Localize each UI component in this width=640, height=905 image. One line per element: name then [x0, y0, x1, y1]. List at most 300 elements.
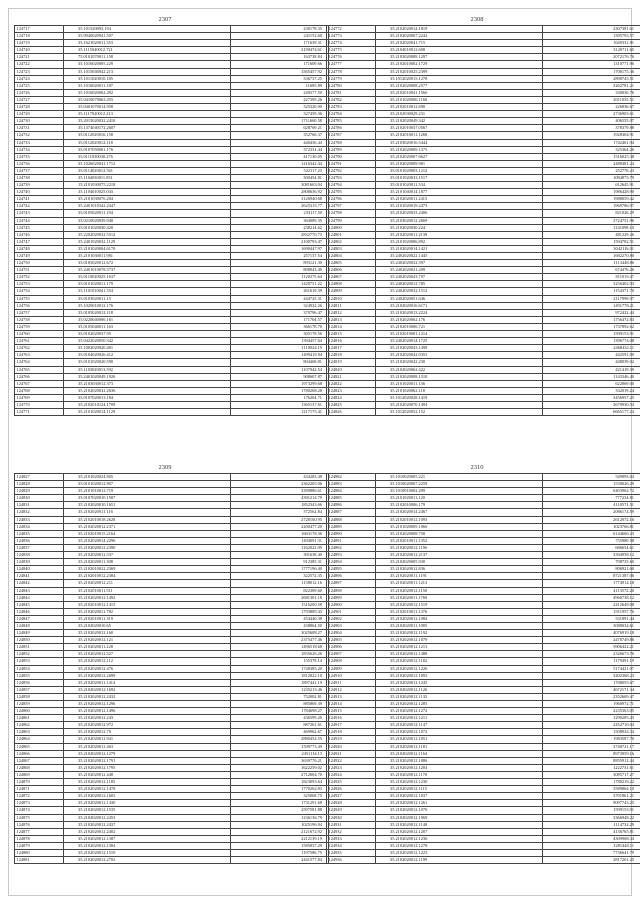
row-id-cell: 124900: [327, 601, 376, 608]
amount-cell: 1143346.40: [542, 373, 640, 380]
amount-cell: 1162022.09: [230, 544, 329, 551]
code-cell: 35.2102020012.2702: [64, 857, 231, 864]
code-cell: 35.2102020011.228: [64, 644, 231, 651]
table-row: [15, 174, 329, 181]
code-cell: 35.1015040042.213: [64, 68, 231, 75]
code-cell: 35.2102020012.1430: [64, 800, 231, 807]
code-cell: 35.2102020012.1692: [64, 686, 231, 693]
table-row: [327, 182, 640, 189]
row-id-cell: 124802: [327, 238, 376, 245]
amount-cell: 2817201.25: [542, 857, 640, 864]
code-cell: 35.2102020012.1196: [376, 544, 543, 551]
row-id-cell: 124719: [15, 40, 64, 47]
code-cell: 35.2101010012.719: [64, 488, 231, 495]
amount-cell: 798735.60: [542, 559, 640, 566]
code-cell: 35.2101020014.1129: [64, 409, 231, 416]
table-row: [327, 601, 640, 608]
table-row: [327, 693, 640, 700]
code-cell: 35.2102020012.1150: [376, 587, 543, 594]
amount-cell: 1835626.26: [230, 651, 329, 658]
code-cell: 35.2101020062.118: [376, 387, 543, 394]
amount-cell: 325364.26: [542, 146, 640, 153]
code-cell: 35.2102020011.1213: [376, 580, 543, 587]
code-cell: 35.2102020009.1375: [376, 146, 543, 153]
row-id-cell: 124873: [15, 800, 64, 807]
amount-cell: 1394457.64: [230, 338, 329, 345]
row-id-cell: 124786: [327, 125, 376, 132]
table-row: [327, 75, 640, 82]
table-row: [327, 345, 640, 352]
row-id-cell: 124821: [327, 373, 376, 380]
table-row: [327, 651, 640, 658]
row-id-cell: 124854: [15, 665, 64, 672]
table-row: [15, 68, 329, 75]
row-id-cell: 124912: [327, 686, 376, 693]
row-id-cell: 124865: [15, 743, 64, 750]
row-id-cell: 124894: [327, 559, 376, 566]
amount-cell: 2452710.04: [542, 722, 640, 729]
row-id-cell: 124930: [327, 814, 376, 821]
table-row: [327, 842, 640, 849]
amount-cell: 912385.31: [230, 559, 329, 566]
table-row: [327, 708, 640, 715]
table-row: [15, 566, 329, 573]
row-id-cell: 124784: [327, 111, 376, 118]
row-id-cell: 124791: [327, 160, 376, 167]
code-cell: 35.2102020012.2453: [64, 814, 231, 821]
amount-cell: 3402368.23: [542, 672, 640, 679]
table-row: [15, 509, 329, 516]
row-id-cell: 124925: [327, 779, 376, 786]
table-row: [15, 488, 329, 495]
row-id-cell: 124871: [15, 786, 64, 793]
amount-cell: 372331.44: [230, 146, 329, 153]
quadrant-top-right: [326, 15, 634, 416]
amount-cell: 1774914.18: [542, 580, 640, 587]
amount-cell: 2352669.47: [542, 693, 640, 700]
code-cell: 35.2102020012.1245: [376, 679, 543, 686]
code-cell: 35.2102020012.1230: [376, 779, 543, 786]
row-id-cell: 124837: [15, 544, 64, 551]
amount-cell: 2375477.46: [230, 637, 329, 644]
row-id-cell: 124924: [327, 771, 376, 778]
table-row: [327, 274, 640, 281]
table-row: [327, 401, 640, 408]
amount-cell: 1365137.61: [230, 401, 329, 408]
code-cell: 35.2102010037.0567: [376, 125, 543, 132]
code-cell: 35.2101020004.6170: [64, 245, 231, 252]
amount-cell: 1154371.70: [542, 288, 640, 295]
table-row: [327, 366, 640, 373]
amount-cell: 1290285.43: [542, 715, 640, 722]
row-id-cell: 124857: [15, 686, 64, 693]
table-row: [327, 502, 640, 509]
code-cell: 35.2103020016.5444: [376, 139, 543, 146]
amount-cell: 438864.50: [230, 622, 329, 629]
row-id-cell: 124923: [327, 764, 376, 771]
table-row: [327, 316, 640, 323]
table-row: [327, 359, 640, 366]
row-id-cell: 124824: [327, 394, 376, 401]
row-id-cell: 124909: [327, 665, 376, 672]
table-row: [15, 89, 329, 96]
code-cell: 35.2102020012.1199: [376, 857, 543, 864]
amount-cell: 522117.23: [230, 167, 329, 174]
row-id-cell: 124915: [327, 708, 376, 715]
code-cell: 35.2402020032.597: [376, 260, 543, 267]
code-cell: 35.2102020012.1164: [376, 750, 543, 757]
row-id-cell: 124846: [15, 608, 64, 615]
row-id-cell: 124773: [327, 33, 376, 40]
row-id-cell: 124717: [15, 26, 64, 33]
row-id-cell: 124808: [327, 281, 376, 288]
amount-cell: 421419.39: [542, 366, 640, 373]
amount-cell: 1516025.38: [542, 153, 640, 160]
amount-cell: 2121672.92: [230, 828, 329, 835]
amount-cell: 301638.40: [230, 552, 329, 559]
table-row: [15, 580, 329, 587]
table-row: [15, 474, 329, 481]
row-id-cell: 124732: [15, 132, 64, 139]
row-id-cell: 124817: [327, 345, 376, 352]
code-cell: 35.2102020012.1226: [376, 665, 543, 672]
code-cell: 35.1374040172.2607: [64, 125, 231, 132]
code-cell: 35.0105040011.163: [64, 323, 231, 330]
amount-cell: 1494091.31: [230, 537, 329, 544]
amount-cell: 3126940.68: [230, 196, 329, 203]
row-id-cell: 124759: [15, 323, 64, 330]
amount-cell: 1737892.62: [542, 323, 640, 330]
row-id-cell: 124863: [15, 729, 64, 736]
table-row: [327, 622, 640, 629]
amount-cell: 434283.48: [230, 474, 329, 481]
amount-cell: 887261.61: [230, 722, 329, 729]
row-id-cell: 124902: [327, 615, 376, 622]
table-row: [327, 33, 640, 40]
row-id-cell: 124720: [15, 47, 64, 54]
table-row: [15, 125, 329, 132]
table-row: [327, 54, 640, 61]
row-id-cell: 124734: [15, 146, 64, 153]
row-id-cell: 124855: [15, 672, 64, 679]
code-cell: 35.2102010012.1415: [64, 601, 231, 608]
code-cell: 35.1002020020.401: [64, 345, 231, 352]
amount-cell: 2086174.59: [542, 509, 640, 516]
amount-cell: 5174421.07: [542, 665, 640, 672]
table-row: [327, 594, 640, 601]
table-row: [327, 750, 640, 757]
table-row: [15, 182, 329, 189]
row-id-cell: 124883: [327, 481, 376, 488]
table-row: [327, 530, 640, 537]
row-id-cell: 124850: [15, 637, 64, 644]
row-id-cell: 124881: [15, 857, 64, 864]
table-row: [15, 224, 329, 231]
amount-cell: 2200477.20: [230, 523, 329, 530]
row-id-cell: 124764: [15, 359, 64, 366]
code-cell: 35.2102020012.2402: [64, 828, 231, 835]
amount-cell: 1235213.46: [230, 686, 329, 693]
row-id-cell: 124721: [15, 54, 64, 61]
amount-cell: 163738.84: [230, 54, 329, 61]
table-row: [15, 295, 329, 302]
table-row: [327, 231, 640, 238]
amount-cell: 806921.60: [542, 566, 640, 573]
row-id-cell: 124829: [15, 488, 64, 495]
code-cell: 35.1117020012.213: [64, 111, 231, 118]
table-row: [15, 693, 329, 700]
code-cell: 35.0210020039.940: [64, 217, 231, 224]
amount-cell: 1565457.92: [230, 68, 329, 75]
amount-cell: 2235363.05: [542, 708, 640, 715]
amount-cell: 2212139.19: [230, 835, 329, 842]
code-cell: 35.2102020012.1496: [64, 708, 231, 715]
amount-cell: 1770262.83: [230, 786, 329, 793]
amount-cell: 612645.91: [542, 182, 640, 189]
table-row: [15, 366, 329, 373]
amount-cell: 808943.40: [230, 267, 329, 274]
table-row: [15, 552, 329, 559]
code-cell: 35.0422020050.342: [64, 338, 231, 345]
code-cell: 35.1103020013.592: [64, 366, 231, 373]
table-row: [327, 26, 640, 33]
table-row: [327, 153, 640, 160]
row-id-cell: 124852: [15, 651, 64, 658]
amount-cell: 2190474.61: [230, 47, 329, 54]
row-id-cell: 124864: [15, 736, 64, 743]
code-cell: 35.2102020012.1236: [376, 835, 543, 842]
table-row: [15, 111, 329, 118]
table-row: [327, 481, 640, 488]
code-cell: 35.0107020013.184: [64, 394, 231, 401]
row-id-cell: 124892: [327, 544, 376, 551]
row-id-cell: 124753: [15, 281, 64, 288]
code-cell: 35.1104010025.043: [64, 189, 231, 196]
row-id-cell: 124725: [15, 82, 64, 89]
amount-cell: 330030.76: [542, 89, 640, 96]
row-id-cell: 124796: [327, 196, 376, 203]
row-id-cell: 124740: [15, 189, 64, 196]
row-id-cell: 124718: [15, 33, 64, 40]
table-row: [15, 394, 329, 401]
amount-cell: 3639776.21: [230, 757, 329, 764]
row-id-cell: 124756: [15, 302, 64, 309]
code-cell: 35.2102020012.972: [64, 722, 231, 729]
code-cell: 35.2102020012.1070: [376, 807, 543, 814]
code-cell: 35.2102020049.342: [376, 118, 543, 125]
table-row: [15, 757, 329, 764]
table-row: [327, 523, 640, 530]
amount-cell: 8721387.06: [542, 573, 640, 580]
table-row: [327, 196, 640, 203]
table-row: [327, 729, 640, 736]
amount-cell: 1310771.96: [542, 61, 640, 68]
row-id-cell: 124794: [327, 182, 376, 189]
code-cell: 35.2102020012.1069: [376, 814, 543, 821]
row-id-cell: 124878: [15, 835, 64, 842]
code-cell: 35.0101020011.334: [376, 182, 543, 189]
row-id-cell: 124838: [15, 552, 64, 559]
amount-cell: 325320.00: [230, 104, 329, 111]
code-cell: 35.2401010342.2447: [64, 203, 231, 210]
data-table: [14, 473, 329, 864]
table-row: [15, 523, 329, 530]
row-id-cell: 124782: [327, 96, 376, 103]
code-cell: 35.2102010025.2399: [376, 68, 543, 75]
amount-cell: 1663178.36: [230, 530, 329, 537]
table-row: [327, 630, 640, 637]
amount-cell: 436599.20: [230, 715, 329, 722]
row-id-cell: 124896: [327, 573, 376, 580]
table-row: [327, 338, 640, 345]
code-cell: 35.1621020011.353: [64, 40, 231, 47]
row-id-cell: 124726: [15, 89, 64, 96]
code-cell: 35.1115040012.721: [64, 47, 231, 54]
table-row: [15, 288, 329, 295]
row-id-cell: 124803: [327, 245, 376, 252]
table-row: [327, 245, 640, 252]
code-cell: 35.2102020012.1086: [376, 757, 543, 764]
quadrant-title: 2308: [470, 16, 484, 23]
code-cell: 35.2102020070.1494: [376, 401, 543, 408]
amount-cell: 4960738.12: [542, 594, 640, 601]
amount-cell: 11685.89: [230, 82, 329, 89]
code-cell: 35.2102010018.2628: [64, 516, 231, 523]
row-id-cell: 124758: [15, 316, 64, 323]
code-cell: 35.2102020012.1170: [376, 771, 543, 778]
table-row: [15, 516, 329, 523]
code-cell: 35.2102020012.1126: [376, 686, 543, 693]
code-cell: 35.2102020012.1272: [376, 708, 543, 715]
amount-cell: 531891.44: [542, 615, 640, 622]
code-cell: 35.2402020012.785: [376, 281, 543, 288]
table-row: [327, 835, 640, 842]
row-id-cell: 124810: [327, 295, 376, 302]
amount-cell: 811019.47: [542, 274, 640, 281]
row-id-cell: 124785: [327, 118, 376, 125]
amount-cell: 444725.31: [230, 295, 329, 302]
amount-cell: 1708055.67: [542, 679, 640, 686]
row-id-cell: 124792: [327, 167, 376, 174]
row-id-cell: 124858: [15, 693, 64, 700]
row-id-cell: 124876: [15, 821, 64, 828]
code-cell: 35.2102020012.1478: [64, 786, 231, 793]
table-row: [327, 807, 640, 814]
row-id-cell: 124886: [327, 502, 376, 509]
table-row: [15, 622, 329, 629]
table-row: [327, 40, 640, 47]
amount-cell: 9097743.25: [542, 800, 640, 807]
row-id-cell: 124851: [15, 644, 64, 651]
amount-cell: 417130.05: [230, 153, 329, 160]
amount-cell: 3025608.27: [230, 630, 329, 637]
row-id-cell: 124847: [15, 615, 64, 622]
row-id-cell: 124737: [15, 167, 64, 174]
row-id-cell: 124868: [15, 764, 64, 771]
amount-cell: 1084875.79: [542, 174, 640, 181]
table-row: [327, 96, 640, 103]
table-row: [15, 26, 329, 33]
row-id-cell: 124907: [327, 651, 376, 658]
row-id-cell: 124845: [15, 601, 64, 608]
table-row: [327, 573, 640, 580]
code-cell: 35.2102010011.1376: [376, 608, 543, 615]
table-row: [15, 715, 329, 722]
code-cell: 35.2103020012.2669: [376, 217, 543, 224]
code-cell: 35.1016020011.187: [64, 82, 231, 89]
row-id-cell: 124932: [327, 828, 376, 835]
table-row: [327, 380, 640, 387]
amount-cell: 1777196.40: [230, 566, 329, 573]
amount-cell: 327459.36: [230, 111, 329, 118]
table-row: [327, 857, 640, 864]
row-id-cell: 124841: [15, 573, 64, 580]
row-id-cell: 124787: [327, 132, 376, 139]
row-id-cell: 124897: [327, 580, 376, 587]
row-id-cell: 124887: [327, 509, 376, 516]
table-row: [327, 267, 640, 274]
table-row: [327, 793, 640, 800]
amount-cell: 1897441.19: [230, 679, 329, 686]
table-row: [15, 160, 329, 167]
amount-cell: 1107942.54: [230, 366, 329, 373]
table-row: [327, 217, 640, 224]
row-id-cell: 124859: [15, 701, 64, 708]
amount-cell: 440436.44: [230, 139, 329, 146]
row-id-cell: 124777: [327, 61, 376, 68]
code-cell: 35.2102030029.231: [376, 111, 543, 118]
amount-cell: 2612072.16: [542, 516, 640, 523]
code-cell: 35.1012020028.1419: [376, 394, 543, 401]
amount-cell: 241152.60: [230, 33, 329, 40]
amount-cell: 1852343.66: [230, 502, 329, 509]
table-row: [15, 260, 329, 267]
code-cell: 35.0410070063.455: [64, 96, 231, 103]
table-row: [327, 89, 640, 96]
table-row: [15, 359, 329, 366]
table-row: [15, 842, 329, 849]
table-row: [327, 295, 640, 302]
table-row: [15, 502, 329, 509]
table-row: [15, 118, 329, 125]
code-cell: 35.2102020012.1213: [376, 644, 543, 651]
code-cell: 35.2102020011.1085: [376, 622, 543, 629]
code-cell: 35.2102020007.6627: [376, 153, 543, 160]
table-row: [327, 559, 640, 566]
row-id-cell: 124762: [15, 345, 64, 352]
amount-cell: 4113572.20: [542, 587, 640, 594]
row-id-cell: 124877: [15, 828, 64, 835]
amount-cell: 1530626.29: [542, 481, 640, 488]
code-cell: 35.2102020012.1603: [64, 793, 231, 800]
row-id-cell: 124781: [327, 89, 376, 96]
amount-cell: 2736903.61: [542, 111, 640, 118]
code-cell: 35.2104010012.608: [376, 47, 543, 54]
table-row: [327, 779, 640, 786]
amount-cell: 2011035.51: [542, 96, 640, 103]
table-row: [327, 686, 640, 693]
table-row: [327, 516, 640, 523]
row-id-cell: 124752: [15, 274, 64, 281]
row-id-cell: 124815: [327, 331, 376, 338]
code-cell: 35.2102020012.1182: [376, 658, 543, 665]
table-row: [15, 672, 329, 679]
amount-cell: 2597581.88: [230, 807, 329, 814]
row-id-cell: 124722: [15, 61, 64, 68]
amount-cell: 1508934.34: [542, 729, 640, 736]
amount-cell: 3748721.17: [542, 743, 640, 750]
code-cell: 35.2102020043.1498: [376, 345, 543, 352]
